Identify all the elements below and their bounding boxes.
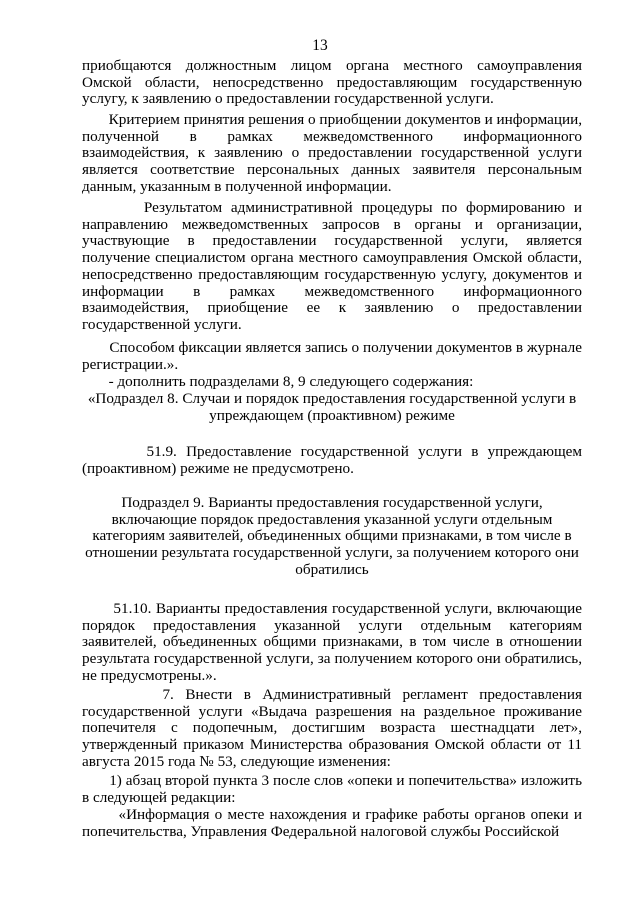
paragraph-subitem-1: 1) абзац второй пункта 3 после слов «опеки и попечительства» изложить в следующей редакции:: [82, 772, 582, 806]
paragraph-amendment-intro: - дополнить подразделами 8, 9 следующего содержания:: [82, 373, 474, 390]
paragraph-quote: «Информация о месте нахождения и графике работы органов опеки и попечительства, Управления Федеральной налоговой службы Российской: [82, 806, 582, 840]
paragraph-result: Результатом административной процедуры по формированию и направлению межведомственных запросов в органы и организации, участвующие в предоставлении государственной услуги, является получение специалистом органа местного самоуправления Омской области, непосредственно предоставляющим государственную услугу, документов и информации в рамках межведомственного информационного взаимодействия, приобщение ее к заявлению о предоставлении государственной услуги.: [82, 199, 582, 333]
paragraph-fixation: Способом фиксации является запись о получении документов в журнале регистрации.».: [82, 339, 582, 373]
paragraph-continuation: приобщаются должностным лицом органа местного самоуправления Омской области, непосредственно предоставляющим государственную услугу, к заявлению о предоставлении государственной услуги.: [82, 57, 582, 108]
paragraph-51-9: 51.9. Предоставление государственной услуги в упреждающем (проактивном) режиме не предусмотрено.: [82, 443, 582, 477]
page-number: 13: [312, 37, 328, 54]
paragraph-criterion: Критерием принятия решения о приобщении документов и информации, полученной в рамках межведомственного информационного взаимодействия, к заявлению о предоставлении государственной услуги является соответствие персональных данных заявителя персональным данным, указанным в полученной информации.: [82, 111, 582, 195]
subsection-9-heading: Подраздел 9. Варианты предоставления государственной услуги, включающие порядок предоставления указанной услуги отдельным категориям заявителей, объединенных общими признаками, в том числе в отношении результата государственной услуги, за получением которого они обратились: [85, 494, 579, 578]
subsection-8-heading: «Подраздел 8. Случаи и порядок предоставления государственной услуги в упреждающем (проактивном) режиме: [87, 390, 577, 424]
paragraph-item-7: 7. Внести в Административный регламент предоставления государственной услуги «Выдача разрешения на раздельное проживание попечителя с подопечным, достигшим возраста шестнадцати лет», утвержденный приказом Министерства образования Омской области от 11 августа 2015 года № 53, следующие изменения:: [82, 686, 582, 770]
paragraph-51-10: 51.10. Варианты предоставления государственной услуги, включающие порядок предоставления указанной услуги отдельным категориям заявителей, объединенных общими признаками, в том числе в отношении результата государственной услуги, за получением которого они обратились, не предусмотрены.».: [82, 600, 582, 684]
